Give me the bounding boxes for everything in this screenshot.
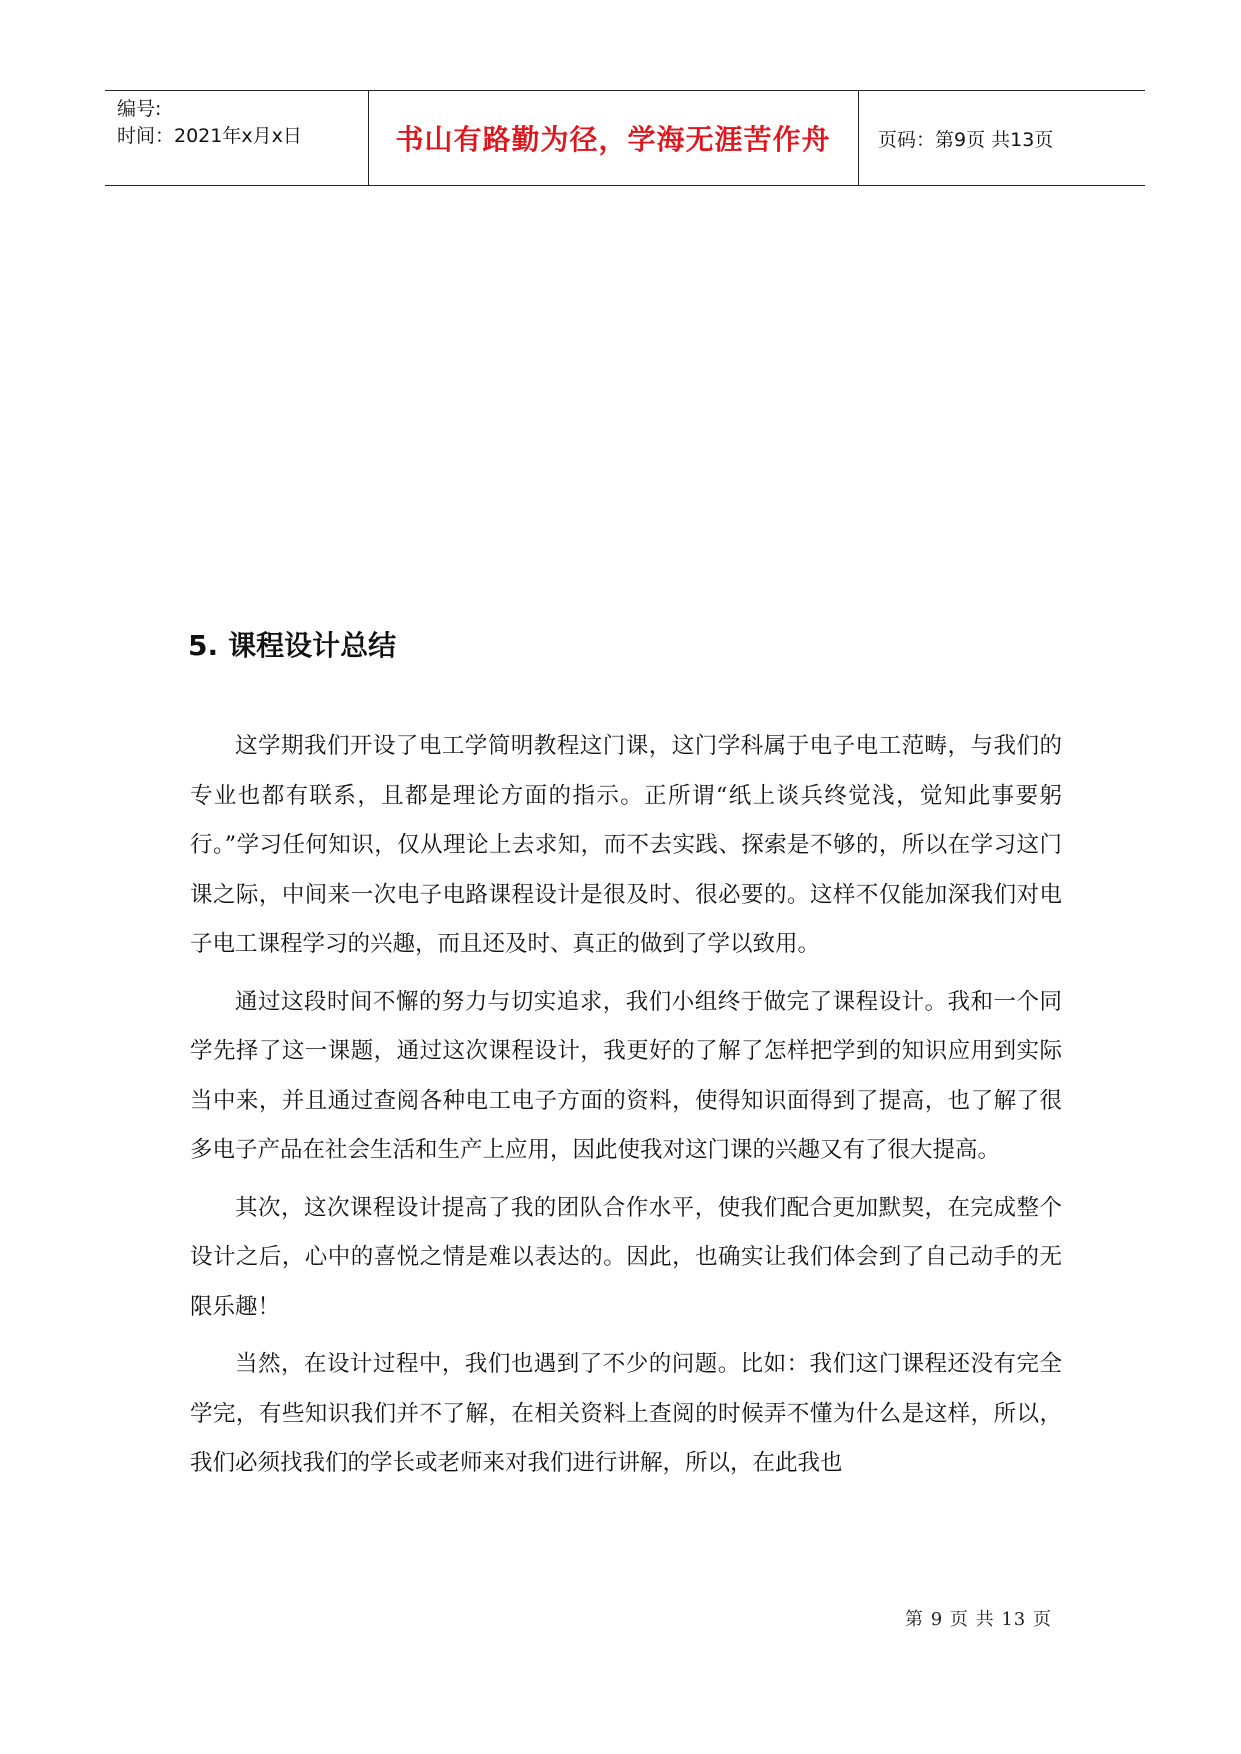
paragraph: 通过这段时间不懈的努力与切实追求，我们小组终于做完了课程设计。我和一个同学先择了这一课题，通过这次课程设计，我更好的了解了怎样把学到的知识应用到实际当中来，并且通过查阅各种电工电子方面的资料，使得知识面得到了提高，也了解了很多电子产品在社会生活和生产上应用，因此使我对这门课的兴趣又有了很大提高。 (190, 988, 1062, 1163)
page-footer: 第 9 页 共 13 页 (905, 1609, 1052, 1630)
paragraph: 当然，在设计过程中，我们也遇到了不少的问题。比如：我们这门课程还没有完全学完，有些知识我们并不了解，在相关资料上查阅的时候弄不懂为什么是这样，所以，我们必须找我们的学长或老师来对我们进行讲解，所以，在此我也 (190, 1351, 1062, 1476)
section-title: 课程设计总结 (228, 629, 397, 662)
paragraph: 其次，这次课程设计提高了我的团队合作水平，使我们配合更加默契，在完成整个设计之后，心中的喜悦之情是难以表达的。因此，也确实让我们体会到了自己动手的无限乐趣！ (190, 1194, 1062, 1320)
header-page-cell (860, 91, 1145, 185)
document-body (190, 722, 1062, 1497)
page-code: 页码：第9页 共13页 (878, 128, 1054, 151)
section-heading (188, 624, 396, 664)
time-label: 时间：2021年x月x日 (117, 125, 302, 147)
page-header (105, 90, 1145, 186)
paragraph: 这学期我们开设了电工学简明教程这门课，这门学科属于电子电工范畴，与我们的专业也都有联系，且都是理论方面的指示。正所谓“纸上谈兵终觉浅，觉知此事要躬行。”学习任何知识，仅从理论上去求知，而不去实践、探索是不够的，所以在学习这门课之际，中间来一次电子电路课程设计是很及时、很必要的。这样不仅能加深我们对电子电工课程学习的兴趣，而且还及时、真正的做到了学以致用。 (190, 733, 1062, 957)
header-info-cell (105, 91, 369, 185)
motto-text: 书山有路勤为径，学海无涯苦作舟 (395, 123, 831, 156)
section-number: 5. (188, 629, 219, 662)
header-motto-cell (368, 91, 859, 185)
serial-label: 编号: (117, 98, 162, 120)
